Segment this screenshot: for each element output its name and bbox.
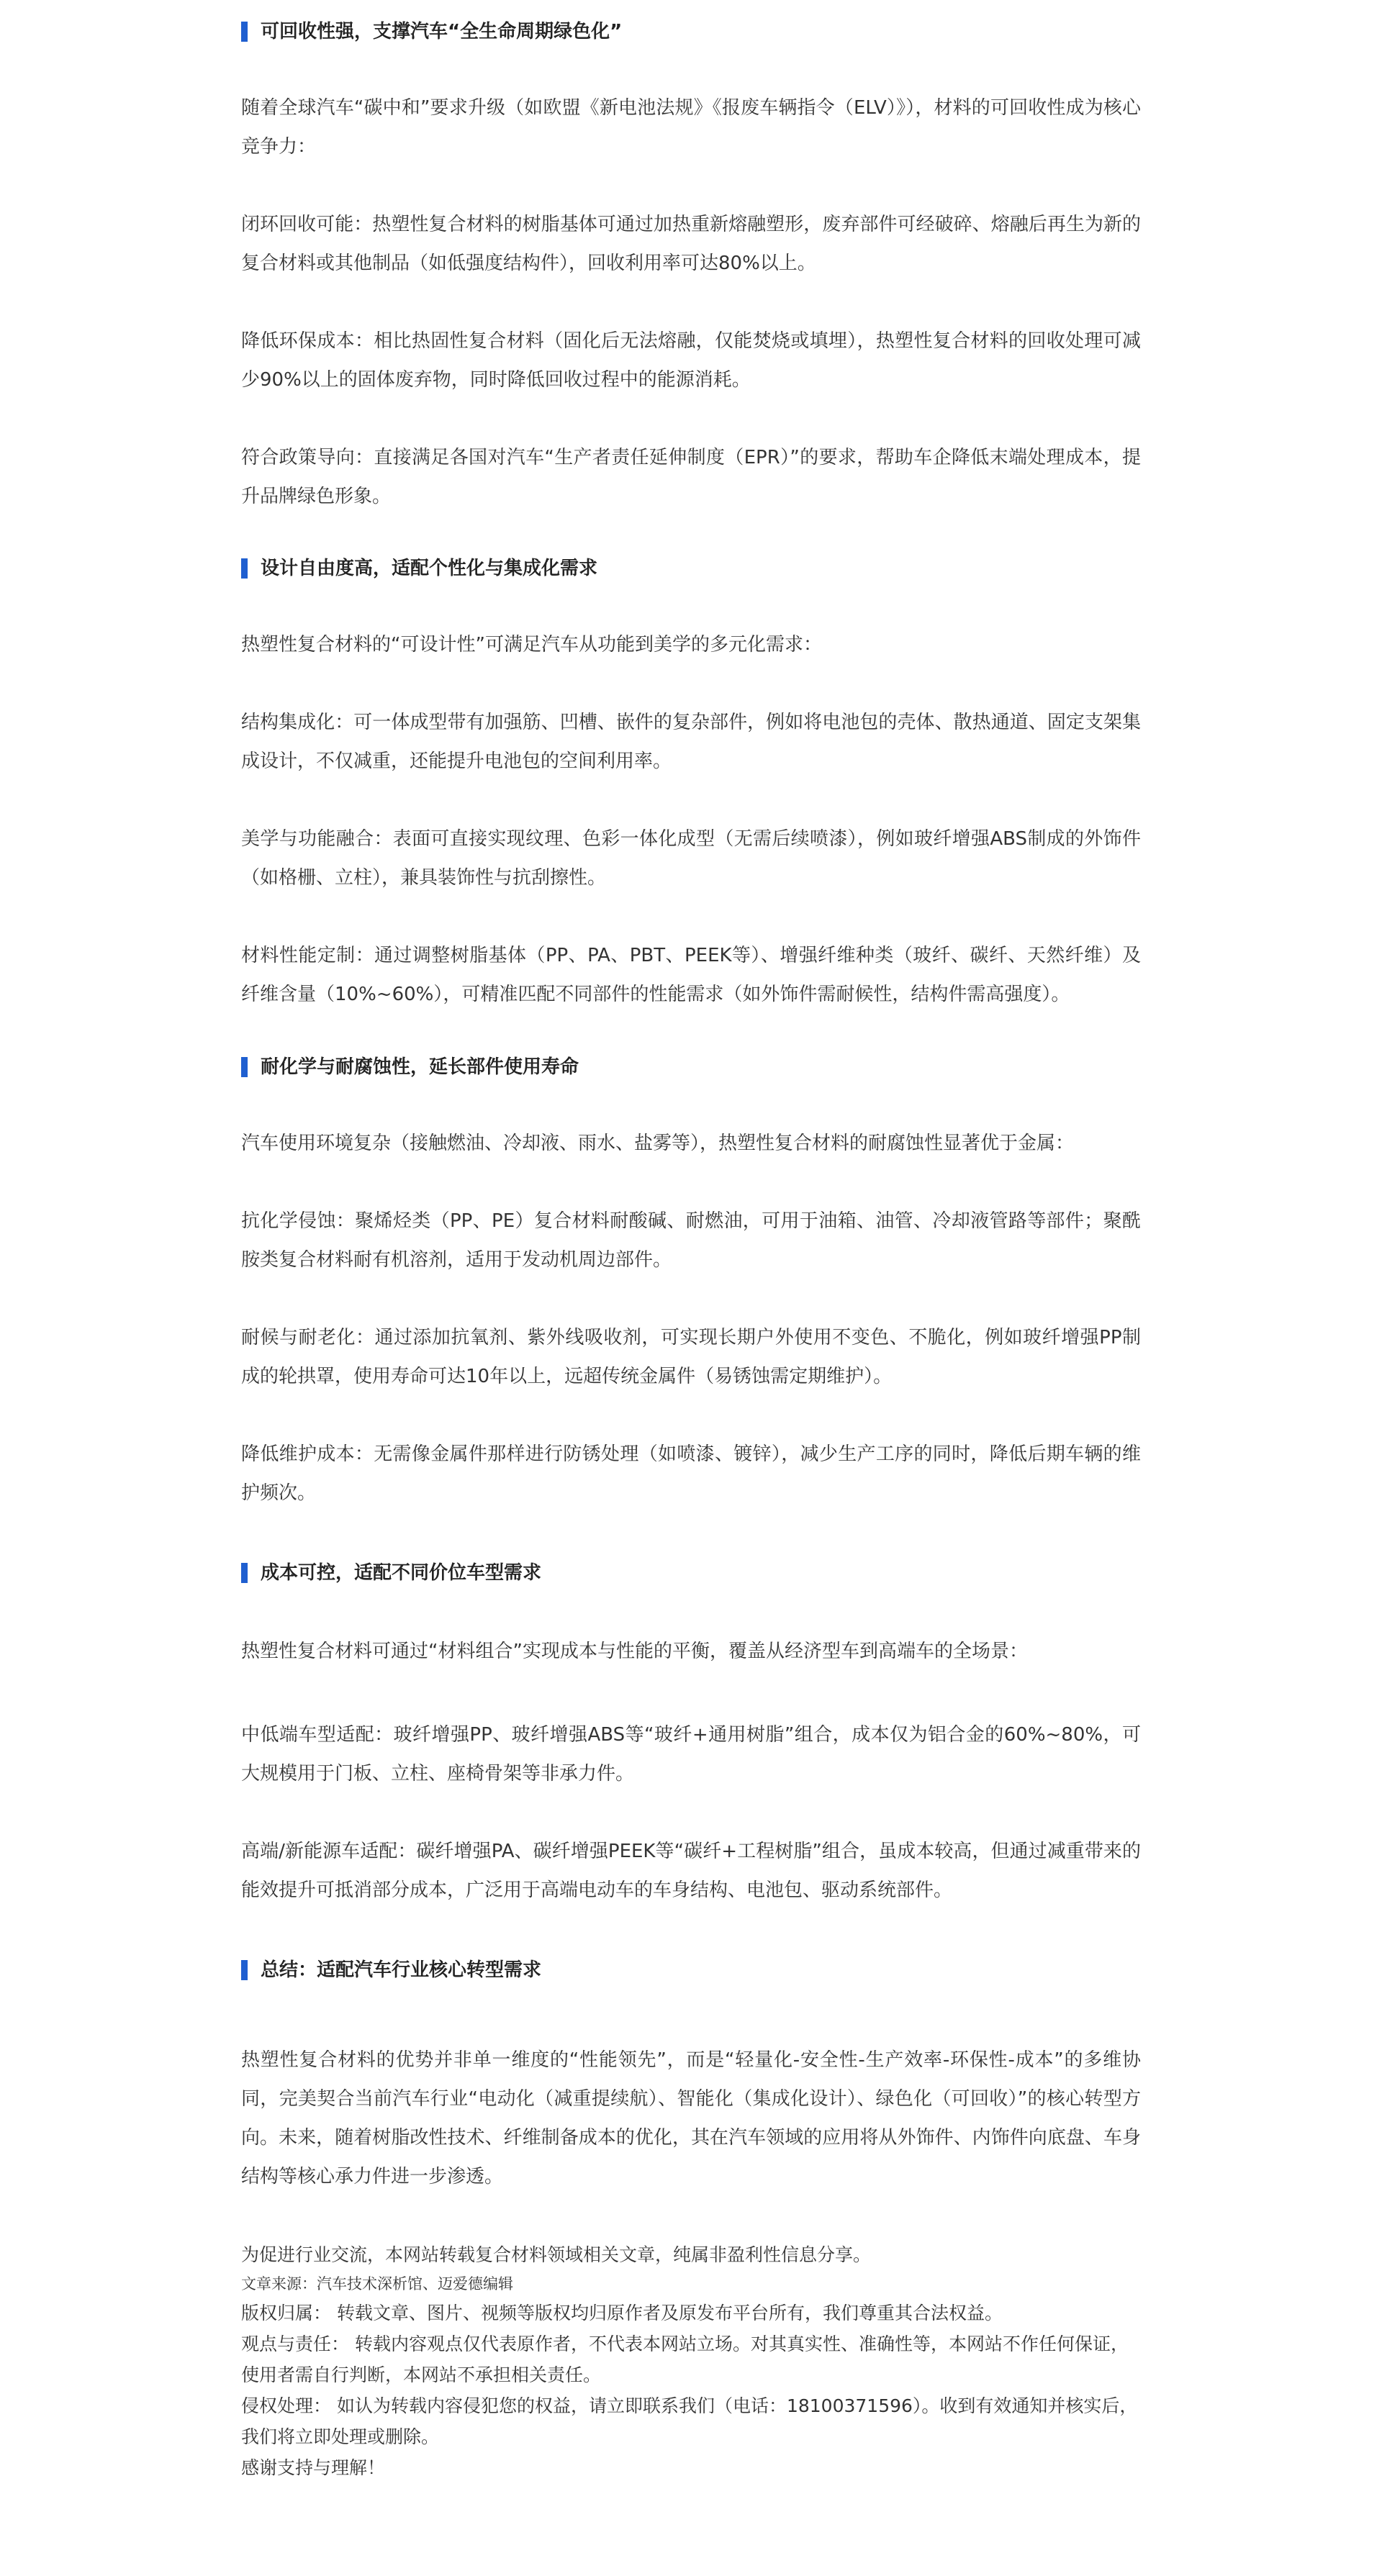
notice-responsibility: 观点与责任： 转载内容观点仅代表原作者，不代表本网站立场。对其真实性、准确性等，本网站不作任何保证，使用者需自行判断，本网站不承担相关责任。 — [241, 2334, 1129, 2385]
paragraph: 耐候与耐老化：通过添加抗氧剂、紫外线吸收剂，可实现长期户外使用不变色、不脆化，例如玻纤增强PP制成的轮拱罩，使用寿命可达10年以上，远超传统金属件（易锈蚀需定期维护）。 — [241, 1327, 1141, 1387]
section-title: 耐化学与耐腐蚀性，延长部件使用寿命 — [261, 1056, 579, 1078]
section-heading-corrosion-resistance — [241, 1053, 1141, 1081]
heading-accent-bar — [241, 558, 248, 579]
paragraph: 热塑性复合材料的优势并非单一维度的“性能领先”，而是“轻量化-安全性-生产效率-环保性-成本”的多维协同，完美契合当前汽车行业“电动化（减重提续航）、智能化（集成化设计）、绿色化（可回收）”的核心转型方向。未来，随着树脂改性技术、纤维制备成本的优化，其在汽车领域的应用将从外饰件、内饰件向底盘、车身结构等核心承力件进一步渗透。 — [241, 2049, 1141, 2187]
section-title: 设计自由度高，适配个性化与集成化需求 — [261, 558, 598, 579]
heading-accent-bar — [241, 1960, 248, 1980]
paragraph: 降低维护成本：无需像金属件那样进行防锈处理（如喷漆、镀锌），减少生产工序的同时，降低后期车辆的维护频次。 — [241, 1443, 1141, 1504]
paragraph: 汽车使用环境复杂（接触燃油、冷却液、雨水、盐雾等），热塑性复合材料的耐腐蚀性显著优于金属： — [241, 1133, 1075, 1154]
paragraph: 中低端车型适配：玻纤增强PP、玻纤增强ABS等“玻纤+通用树脂”组合，成本仅为铝合金的60%~80%，可大规模用于门板、立柱、座椅骨架等非承力件。 — [241, 1724, 1141, 1784]
section-title: 总结：适配汽车行业核心转型需求 — [261, 1959, 542, 1981]
paragraph: 高端/新能源车适配：碳纤增强PA、碳纤增强PEEK等“碳纤+工程树脂”组合，虽成本较高，但通过减重带来的能效提升可抵消部分成本，广泛用于高端电动车的车身结构、电池包、驱动系统部件。 — [241, 1841, 1141, 1901]
paragraph: 随着全球汽车“碳中和”要求升级（如欧盟《新电池法规》《报废车辆指令（ELV）》），材料的可回收性成为核心竞争力： — [241, 97, 1141, 158]
notice-source: 文章来源：汽车技术深析馆、迈爱德编辑 — [241, 2275, 513, 2292]
section-title: 可回收性强，支撑汽车“全生命周期绿色化” — [261, 21, 623, 42]
paragraph: 抗化学侵蚀：聚烯烃类（PP、PE）复合材料耐酸碱、耐燃油，可用于油箱、油管、冷却液管路等部件；聚酰胺类复合材料耐有机溶剂，适用于发动机周边部件。 — [241, 1210, 1141, 1271]
section-heading-summary — [241, 1956, 1141, 1985]
paragraph: 美学与功能融合：表面可直接实现纹理、色彩一体化成型（无需后续喷漆），例如玻纤增强ABS制成的外饰件（如格栅、立柱），兼具装饰性与抗刮擦性。 — [241, 828, 1141, 889]
paragraph: 符合政策导向：直接满足各国对汽车“生产者责任延伸制度（EPR）”的要求，帮助车企降低末端处理成本，提升品牌绿色形象。 — [241, 447, 1141, 507]
notice-intro: 为促进行业交流，本网站转载复合材料领域相关文章，纯属非盈利性信息分享。 — [241, 2244, 872, 2265]
paragraph: 材料性能定制：通过调整树脂基体（PP、PA、PBT、PEEK等）、增强纤维种类（玻纤、碳纤、天然纤维）及纤维含量（10%~60%），可精准匹配不同部件的性能需求（如外饰件需耐候性，结构件需高强度）。 — [241, 945, 1141, 1005]
paragraph: 闭环回收可能：热塑性复合材料的树脂基体可通过加热重新熔融塑形，废弃部件可经破碎、熔融后再生为新的复合材料或其他制品（如低强度结构件），回收利用率可达80%以上。 — [241, 214, 1141, 274]
heading-accent-bar — [241, 1057, 248, 1077]
paragraph: 结构集成化：可一体成型带有加强筋、凹槽、嵌件的复杂部件，例如将电池包的壳体、散热通道、固定支架集成设计，不仅减重，还能提升电池包的空间利用率。 — [241, 712, 1141, 772]
heading-accent-bar — [241, 1563, 248, 1583]
reprint-notice — [241, 2239, 1141, 2483]
section-heading-recyclability — [241, 17, 1141, 46]
paragraph: 热塑性复合材料的“可设计性”可满足汽车从功能到美学的多元化需求： — [241, 634, 822, 656]
section-heading-design-freedom — [241, 554, 1141, 583]
paragraph: 降低环保成本：相比热固性复合材料（固化后无法熔融，仅能焚烧或填埋），热塑性复合材料的回收处理可减少90%以上的固体废弃物，同时降低回收过程中的能源消耗。 — [241, 330, 1141, 391]
notice-copyright: 版权归属： 转载文章、图片、视频等版权均归原作者及原发布平台所有，我们尊重其合法权益。 — [241, 2303, 1003, 2323]
notice-infringement: 侵权处理： 如认为转载内容侵犯您的权益，请立即联系我们（电话：18100371596）。收到有效通知并核实后，我们将立即处理或删除。 — [241, 2395, 1138, 2447]
section-heading-cost-control — [241, 1559, 1141, 1587]
paragraph: 热塑性复合材料可通过“材料组合”实现成本与性能的平衡，覆盖从经济型车到高端车的全场景： — [241, 1641, 1028, 1662]
section-title: 成本可控，适配不同价位车型需求 — [261, 1562, 542, 1584]
heading-accent-bar — [241, 22, 248, 42]
notice-thanks: 感谢支持与理解！ — [241, 2457, 386, 2478]
